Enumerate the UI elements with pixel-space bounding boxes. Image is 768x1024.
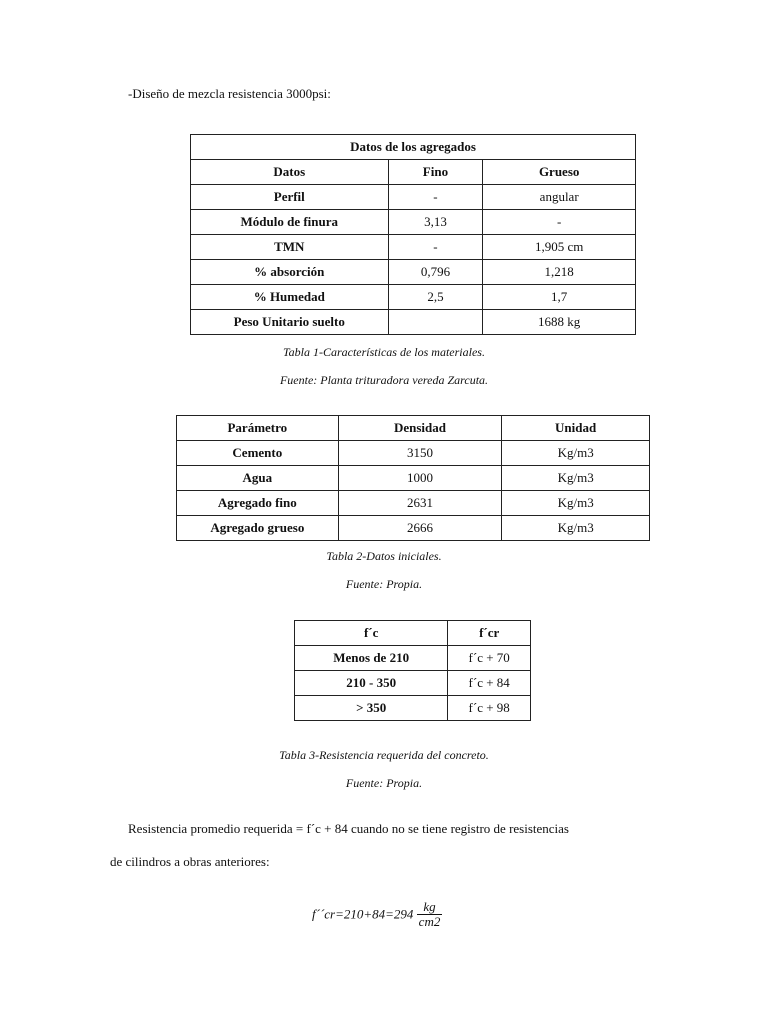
formula-denominator: cm2: [418, 914, 441, 929]
cell: Kg/m3: [502, 466, 650, 491]
formula-expression: f´´cr=210+84=294: [312, 906, 414, 922]
table-title: Datos de los agregados: [191, 135, 636, 160]
required-strength-table: [294, 620, 531, 721]
cell: f´c + 84: [448, 671, 531, 696]
row-label: > 350: [295, 696, 448, 721]
cell: f´c + 70: [448, 646, 531, 671]
column-header: Fino: [388, 160, 483, 185]
table-row: [295, 671, 531, 696]
cell: 3,13: [388, 210, 483, 235]
cell: 1,905 cm: [483, 235, 636, 260]
cell: 1688 kg: [483, 310, 636, 335]
cell: 2666: [338, 516, 502, 541]
table-row: [191, 235, 636, 260]
row-label: TMN: [191, 235, 389, 260]
row-label: Perfil: [191, 185, 389, 210]
row-label: % Humedad: [191, 285, 389, 310]
table-caption: Tabla 2-Datos iniciales.: [326, 549, 442, 563]
row-label: 210 - 350: [295, 671, 448, 696]
formula-numerator: kg: [417, 900, 443, 915]
column-header: Parámetro: [177, 416, 339, 441]
row-label: Módulo de finura: [191, 210, 389, 235]
row-label: Menos de 210: [295, 646, 448, 671]
table-row: [295, 646, 531, 671]
column-header: Densidad: [338, 416, 502, 441]
table-row: [191, 210, 636, 235]
column-header: Grueso: [483, 160, 636, 185]
row-label: % absorción: [191, 260, 389, 285]
cell: 2,5: [388, 285, 483, 310]
table-source: Fuente: Propia.: [345, 776, 423, 790]
cell: -: [483, 210, 636, 235]
cell: angular: [483, 185, 636, 210]
table-caption: Tabla 1-Características de los materiales.: [283, 345, 485, 359]
table-row: [177, 466, 650, 491]
cell: Kg/m3: [502, 516, 650, 541]
cell: 3150: [338, 441, 502, 466]
table-source: Fuente: Planta trituradora vereda Zarcuta.: [279, 373, 489, 387]
table-source: Fuente: Propia.: [345, 577, 423, 591]
table-row: [191, 285, 636, 310]
column-header: Datos: [191, 160, 389, 185]
column-header: f´cr: [448, 621, 531, 646]
table-row: [177, 491, 650, 516]
cell: Kg/m3: [502, 441, 650, 466]
cell: 1,7: [483, 285, 636, 310]
cell: 1,218: [483, 260, 636, 285]
table-row: [191, 260, 636, 285]
cell: -: [388, 235, 483, 260]
strength-formula: [312, 900, 442, 929]
row-label: Agua: [177, 466, 339, 491]
row-label: Agregado grueso: [177, 516, 339, 541]
cell: -: [388, 185, 483, 210]
cell: Kg/m3: [502, 491, 650, 516]
cell: f´c + 98: [448, 696, 531, 721]
table-row: [191, 185, 636, 210]
column-header: Unidad: [502, 416, 650, 441]
column-header: f´c: [295, 621, 448, 646]
densities-table: [176, 415, 650, 541]
table-row: [177, 516, 650, 541]
section-heading: -Diseño de mezcla resistencia 3000psi:: [128, 86, 331, 101]
row-label: Peso Unitario suelto: [191, 310, 389, 335]
table-row: [295, 696, 531, 721]
table-row: [177, 441, 650, 466]
table-caption: Tabla 3-Resistencia requerida del concreto.: [279, 748, 489, 762]
formula-fraction: [417, 900, 443, 929]
cell: [388, 310, 483, 335]
paragraph-line: de cilindros a obras anteriores:: [110, 854, 270, 869]
table-row: [191, 310, 636, 335]
row-label: Cemento: [177, 441, 339, 466]
paragraph-line: Resistencia promedio requerida = f´c + 84 cuando no se tiene registro de resistencias: [128, 821, 569, 836]
cell: 0,796: [388, 260, 483, 285]
cell: 2631: [338, 491, 502, 516]
row-label: Agregado fino: [177, 491, 339, 516]
cell: 1000: [338, 466, 502, 491]
aggregates-table: [190, 134, 636, 335]
